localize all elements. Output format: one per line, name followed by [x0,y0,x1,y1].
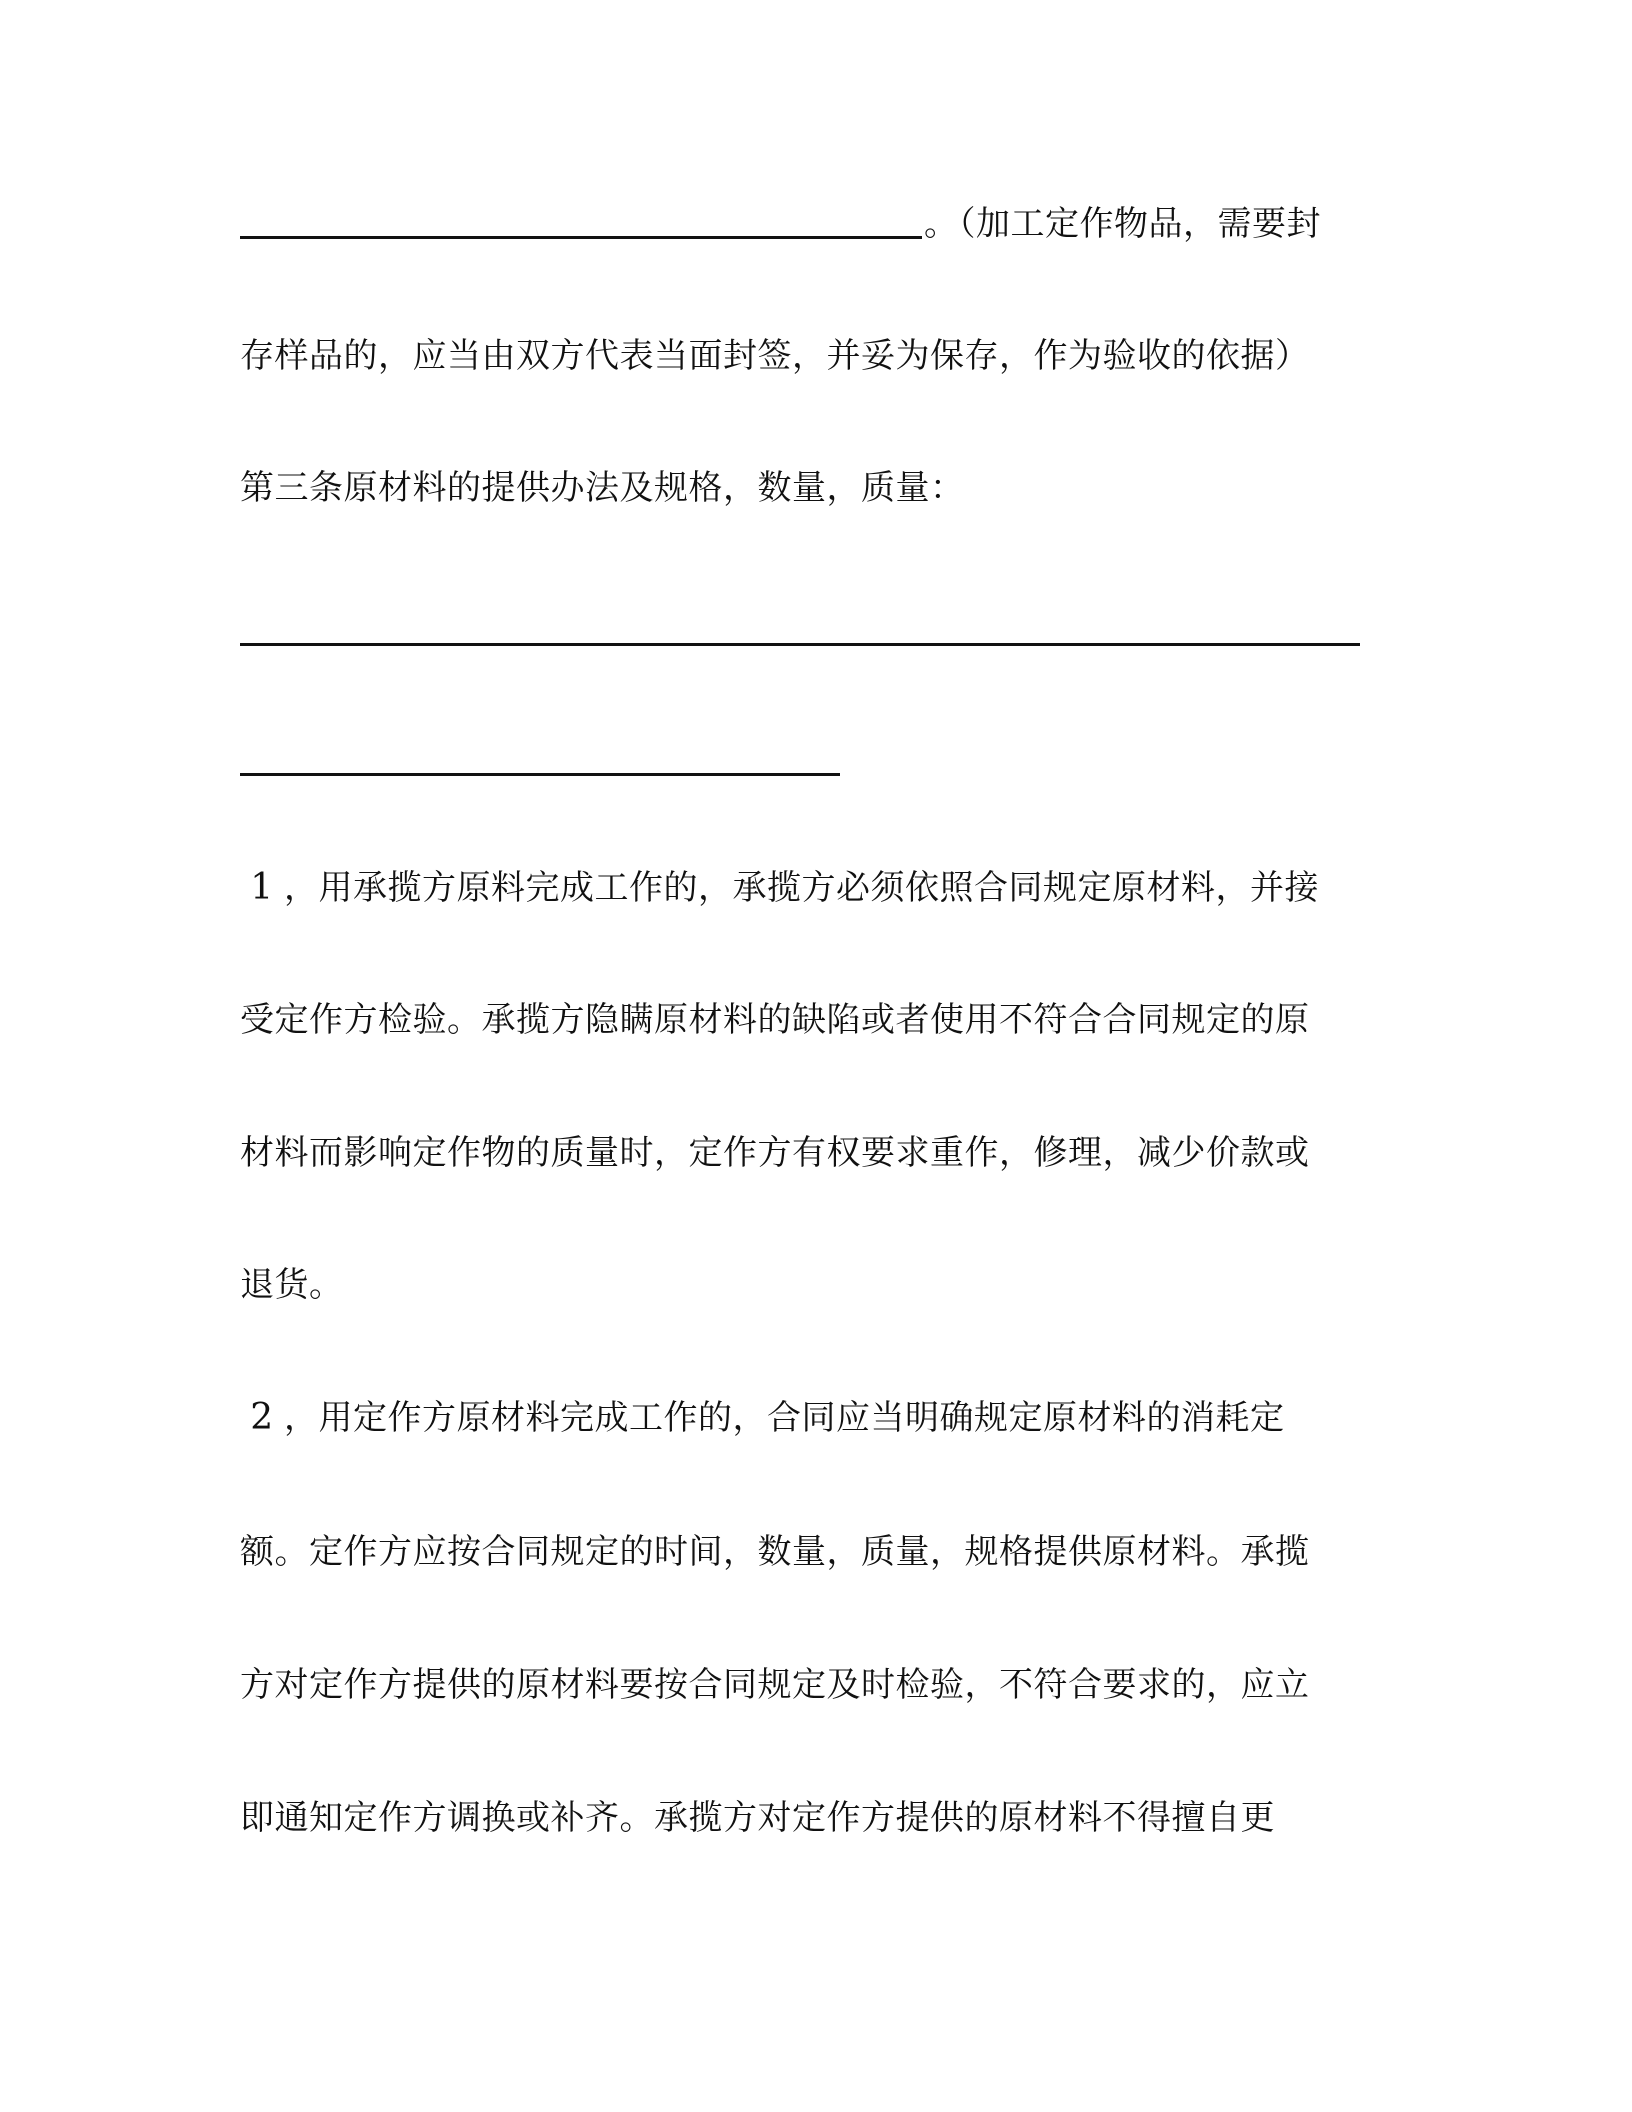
list-item-2-line-1 [240,1396,1285,1440]
line-text: 材料而影响定作物的质量时，定作方有权要求重作，修理，减少价款或 [240,1133,1310,1173]
line-text: ，用定作方原材料完成工作的，合同应当明确规定原材料的消耗定 [284,1398,1285,1438]
line-text: 方对定作方提供的原材料要按合同规定及时检验，不符合要求的，应立 [240,1665,1310,1705]
line-text: 第三条原材料的提供办法及规格，数量，质量： [240,468,965,508]
paragraph-line [240,334,1310,378]
line-text: 存样品的，应当由双方代表当面封签，并妥为保存，作为验收的依据） [240,336,1310,376]
line-text: 退货。 [240,1265,344,1305]
line-text: ，用承揽方原料完成工作的，承揽方必须依照合同规定原材料，并接 [284,868,1319,908]
line-text: 即通知定作方调换或补齐。承揽方对定作方提供的原材料不得擅自更 [240,1798,1275,1838]
line-text: 受定作方检验。承揽方隐瞒原材料的缺陷或者使用不符合合同规定的原 [240,1000,1310,1040]
item-number: 2 [250,1397,274,1438]
list-item-2-line-3 [240,1663,1310,1707]
item-number: 1 [250,867,274,908]
list-item-1-line-3 [240,1131,1310,1175]
paragraph-line [924,202,1321,246]
section-heading [240,466,965,510]
blank-fill-line [240,236,922,239]
blank-fill-line [240,773,840,776]
line-text: 。（加工定作物品，需要封 [924,204,1321,244]
list-item-1-line-1 [240,866,1319,910]
list-item-2-line-2 [240,1530,1310,1574]
list-item-2-line-4 [240,1796,1275,1840]
list-item-1-line-2 [240,998,1310,1042]
blank-fill-line [240,643,1360,646]
list-item-1-line-4 [240,1263,344,1307]
line-text: 额。定作方应按合同规定的时间，数量，质量，规格提供原材料。承揽 [240,1532,1310,1572]
